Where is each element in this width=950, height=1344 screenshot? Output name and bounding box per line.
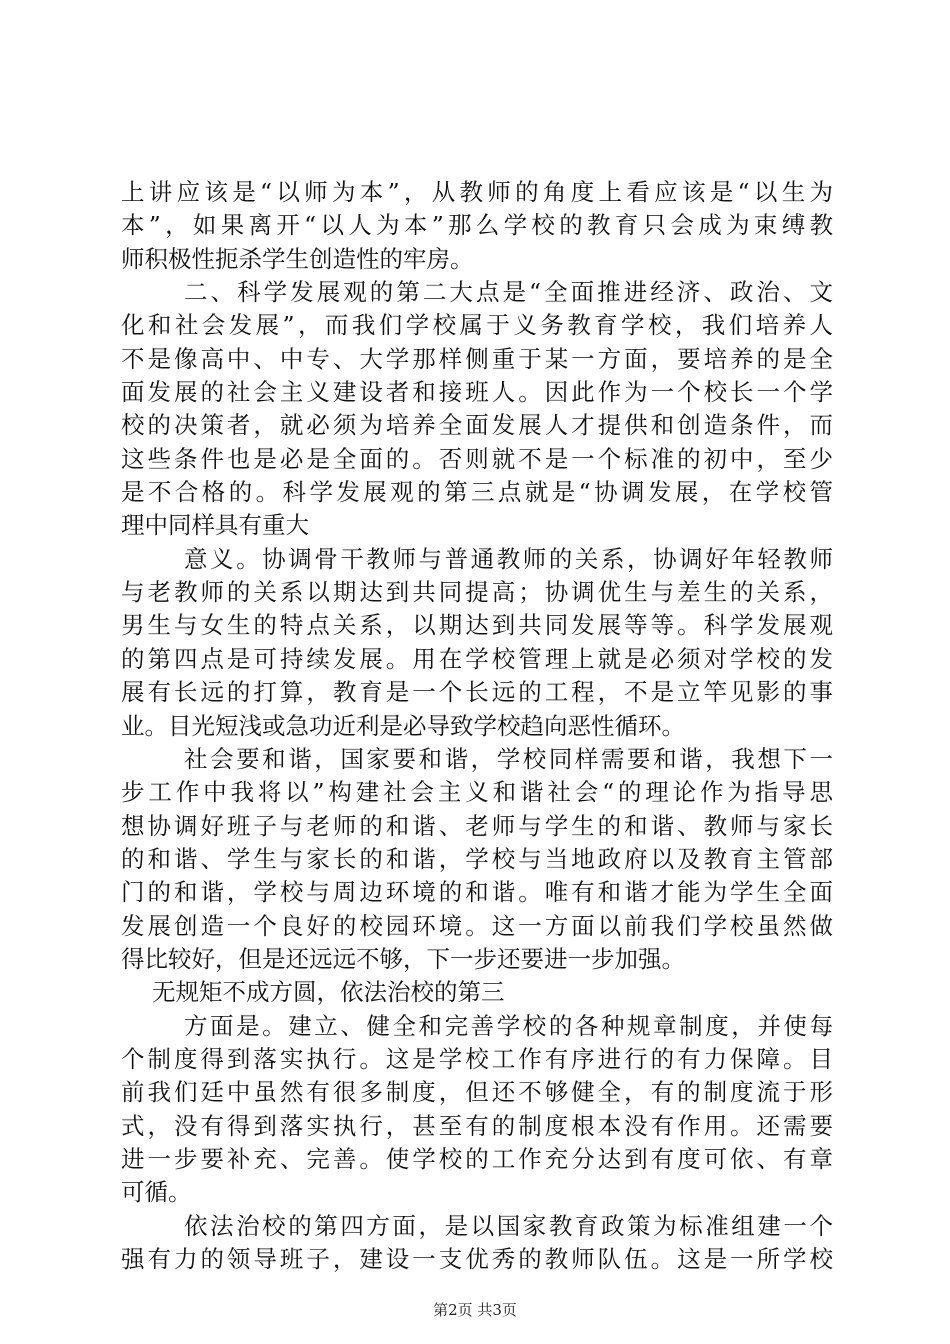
text-line: 是不合格的。科学发展观的第三点就是“协调发展，在学校管 [121,478,833,507]
text-line: 发展创造一个良好的校园环境。这一方面以前我们学校虽然做 [121,911,833,940]
text-line: 方面是。建立、健全和完善学校的各种规章制度，并使每 [184,1011,833,1040]
text-line: 前我们廷中虽然有很多制度，但还不够健全，有的制度流于形 [121,1078,833,1107]
text-line: 的和谐、学生与家长的和谐，学校与当地政府以及教育主管部 [121,844,833,873]
page-number-footer: 第2页 共3页 [433,1301,517,1319]
text-line: 展有长远的打算，教育是一个长远的工程，不是立竿见影的事 [121,678,833,707]
text-line: 这些条件也是必是全面的。否则就不是一个标准的初中，至少 [121,444,833,473]
text-line: 的第四点是可持续发展。用在学校管理上就是必须对学校的发 [121,644,833,673]
text-line: 进一步要补充、完善。使学校的工作充分达到有度可依、有章 [121,1144,833,1173]
text-line: 得比较好，但是还远远不够，下一步还要进一步加强。 [121,944,685,973]
text-line: 社会要和谐，国家要和谐，学校同样需要和谐，我想下一 [184,744,833,773]
document-body [121,176,833,1276]
text-line: 想协调好班子与老师的和谐、老师与学生的和谐、教师与家长 [121,811,833,840]
text-line: 个制度得到落实执行。这是学校工作有序进行的有力保障。目 [121,1044,833,1073]
text-line: 依法治校的第四方面，是以国家教育政策为标准组建一个 [184,1211,833,1240]
text-line: 无规矩不成方圆，依法治校的第三 [152,978,505,1007]
text-line: 面发展的社会主义建设者和接班人。因此作为一个校长一个学 [121,378,833,407]
text-line: 本”，如果离开“以人为本”那么学校的教育只会成为束缚教 [121,211,833,240]
text-line: 不是像高中、中专、大学那样侧重于某一方面，要培养的是全 [121,344,833,373]
text-line: 门的和谐，学校与周边环境的和谐。唯有和谐才能为学生全面 [121,878,833,907]
text-line: 二、科学发展观的第二大点是“全面推进经济、政治、文 [184,278,833,307]
text-line: 步工作中我将以”构建社会主义和谐社会“的理论作为指导思 [121,778,833,807]
text-line: 强有力的领导班子，建设一支优秀的教师队伍。这是一所学校 [121,1245,833,1273]
text-line: 师积极性扼杀学生创造性的牢房。 [121,244,474,273]
text-line: 意义。协调骨干教师与普通教师的关系，协调好年轻教师 [184,544,833,573]
text-line: 男生与女生的特点关系，以期达到共同发展等等。科学发展观 [121,611,833,640]
text-line: 理中同样具有重大 [121,511,309,540]
text-line: 可循。 [121,1178,192,1207]
text-line: 化和社会发展”，而我们学校属于义务教育学校，我们培养人 [121,311,833,340]
text-line: 与老教师的关系以期达到共同提高；协调优生与差生的关系， [121,578,833,607]
text-line: 式，没有得到落实执行，甚至有的制度根本没有作用。还需要 [121,1111,833,1140]
text-line: 业。目光短浅或急功近利是必导致学校趋向恶性循环。 [121,711,685,740]
text-line: 校的决策者，就必须为培养全面发展人才提供和创造条件，而 [121,411,833,440]
text-line: 上讲应该是“以师为本”，从教师的角度上看应该是“以生为 [121,178,833,206]
